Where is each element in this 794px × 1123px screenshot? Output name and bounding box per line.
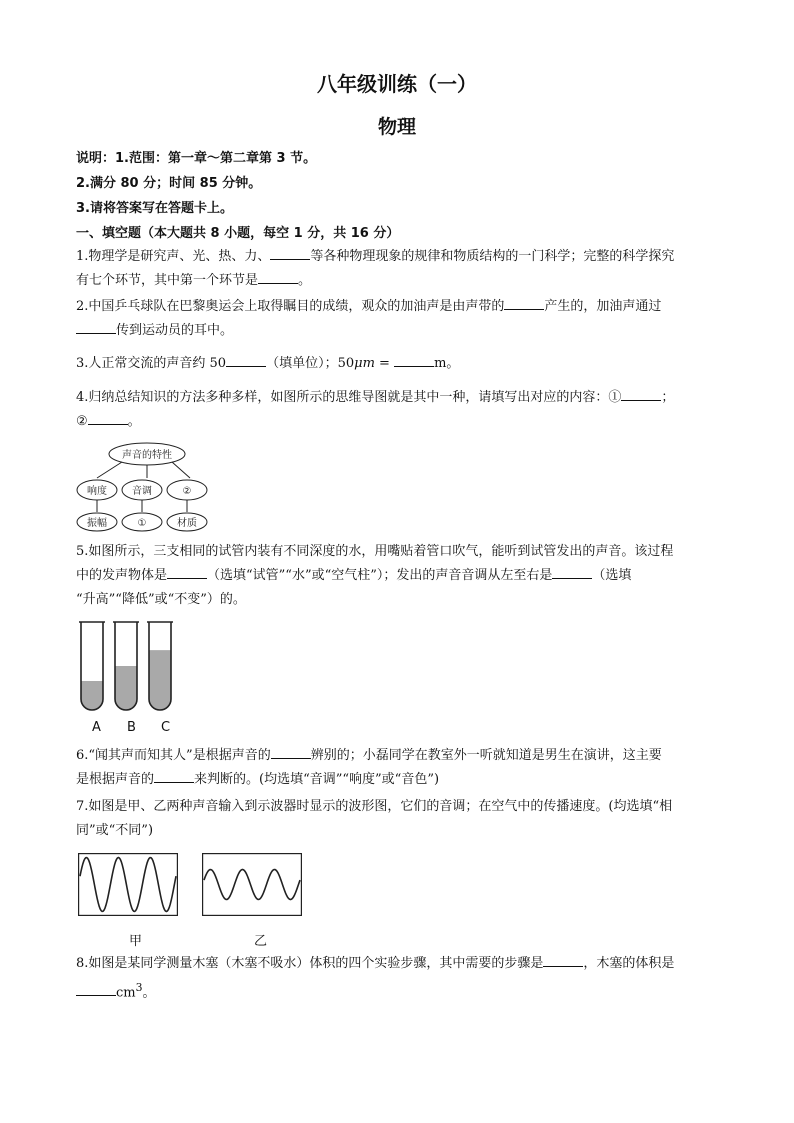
tube-label-b: B [127,720,136,735]
question-5: 5.如图所示，三支相同的试管内装有不同深度的水，用嘴贴着管口吹气，能听到试管发出的声音。该过程 中的发声物体是 （选填“试管”“水”或“空气柱”）；发出的声音音调从左至右是 （选填 “升高”“降低”或“不变”）的。 [76,544,674,607]
answer-blank[interactable] [271,746,311,759]
answer-blank[interactable] [543,954,583,967]
waveform-label-yi: 乙 [254,934,268,949]
subject-title: 物理 [377,116,416,138]
answer-blank[interactable] [76,983,116,996]
question-6: 6.“闻其声而知其人”是根据声音的 辨别的；小磊同学在教室外一听就知道是男生在演讲，这主要 是根据声音的 来判断的。(均选填“音调”“响度”或“音色”) [76,748,662,787]
section-title: 一、填空题（本大题共 8 小题，每空 1 分，共 16 分） [76,226,400,241]
answer-blank[interactable] [76,321,116,334]
question-4: 4.归纳总结知识的方法多种多样，如图所示的思维导图就是其中一种，请填写出对应的内容：① ； ② 。 [76,390,675,429]
question-2: 2.中国乒乓球队在巴黎奥运会上取得瞩目的成绩，观众的加油声是由声带的 产生的，加油声通过 传到运动员的耳中。 [76,299,662,338]
question-1: 1.物理学是研究声、光、热、力、 等各种物理现象的规律和物质结构的一门科学；完整的科学探究 有七个环节，其中第一个环节是 。 [76,249,675,288]
waveform-label-jia: 甲 [129,934,143,949]
waveform-yi [202,853,302,916]
instruction-1: 说明：1.范围：第一章～第二章第 3 节。 [76,151,317,166]
tube-label-c: C [161,720,171,735]
page-title: 八年级训练（一） [317,72,477,96]
mindmap-level2-label: 振幅 [87,518,107,529]
mindmap-level1-label: 音调 [132,486,152,497]
waveform-jia [78,853,178,916]
test-tubes-figure [78,618,182,716]
mindmap-level1-label: ② [182,486,192,497]
answer-blank[interactable] [394,354,434,367]
answer-blank[interactable] [504,297,544,310]
question-3: 3.人正常交流的声音约 50 （填单位）；50μm = m。 [76,356,460,371]
answer-blank[interactable] [88,412,128,425]
answer-blank[interactable] [154,770,194,783]
answer-blank[interactable] [270,247,310,260]
mindmap-root-label: 声音的特性 [122,450,172,461]
tube-water [115,666,137,710]
mindmap-level2-label: ① [137,518,147,529]
question-8: 8.如图是某同学测量木塞（木塞不吸水）体积的四个实验步骤，其中需要的步骤是 ，木塞的体积是 $cm^3$。 [76,956,675,1001]
mindmap-level2-label: 材质 [177,518,197,529]
answer-blank[interactable] [167,566,207,579]
tube-water [81,681,103,710]
answer-blank[interactable] [258,271,298,284]
tube-water [149,650,171,710]
instruction-2: 2.满分 80 分；时间 85 分钟。 [76,176,262,191]
mindmap-level1-label: 响度 [87,486,107,497]
answer-blank[interactable] [226,354,266,367]
question-7: 7.如图是甲、乙两种声音输入到示波器时显示的波形图，它们的音调；在空气中的传播速度。(均选填“相 同”或“不同”) [76,799,673,838]
answer-blank[interactable] [552,566,592,579]
tube-label-a: A [92,720,101,735]
answer-blank[interactable] [621,388,661,401]
instruction-3: 3.请将答案写在答题卡上。 [76,201,233,216]
mindmap-figure [72,440,222,534]
